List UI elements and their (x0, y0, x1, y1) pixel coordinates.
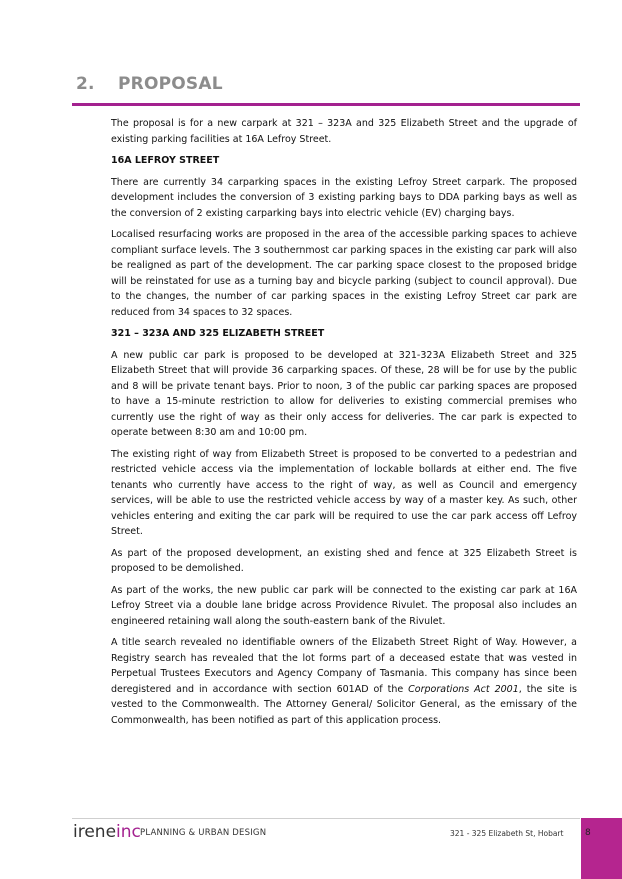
section-number: 2. (76, 74, 95, 94)
logo-accent: inc (116, 822, 141, 842)
subheading-elizabeth: 321 – 323A AND 325 ELIZABETH STREET (111, 328, 325, 339)
paragraph-elizabeth-3: As part of the proposed development, an existing shed and fence at 325 Elizabeth Street is proposed to be demolished. (111, 547, 577, 574)
subheading-lefroy: 16A LEFROY STREET (111, 155, 220, 166)
page-number: 8 (585, 828, 591, 838)
body-text (111, 116, 577, 734)
intro-paragraph: The proposal is for a new carpark at 321 – 323A and 325 Elizabeth Street and the upgrade of existing parking facilities at 16A Lefroy Street. (111, 118, 577, 145)
section-title: PROPOSAL (118, 74, 223, 94)
logo-main: irene (73, 822, 117, 842)
paragraph-elizabeth-1: A new public car park is proposed to be developed at 321-323A Elizabeth Street and 325 Elizabeth Street that will provide 36 carparking spaces. Of these, 28 will be for use by the public and 8 will be private tenant bays. Prior to noon, 3 of the public car parking spaces are proposed to have a 15-minute restriction to allow for deliveries to existing commercial premises who currently use the right of way as their only access for deliveries. The car park is expected to operate between 8:30 am and 10:00 pm. (111, 349, 577, 438)
paragraph-lefroy-1: There are currently 34 carparking spaces in the existing Lefroy Street carpark. The proposed development includes the conversion of 3 existing parking bays to DDA parking bays as well as the conversion of 2 existing carparking bays into electric vehicle (EV) charging bays. (111, 176, 577, 219)
paragraph-elizabeth-4: As part of the works, the new public car park will be connected to the existing car park at 16A Lefroy Street via a double lane bridge across Providence Rivulet. The proposal also includes an engineered retaining wall along the south-eastern bank of the Rivulet. (111, 584, 577, 627)
footer-tagline: PLANNING & URBAN DESIGN (140, 828, 267, 838)
act-reference: Corporations Act 2001 (408, 683, 519, 695)
company-logo (73, 822, 141, 842)
paragraph-lefroy-2: Localised resurfacing works are proposed in the area of the accessible parking spaces to achieve compliant surface levels. The 3 southernmost car parking spaces in the existing car park will also be realigned as part of the development. The car parking space closest to the proposed bridge will be reinstated for use as a turning bay and bicycle parking (subject to council approval). Due to the changes, the number of car parking spaces in the existing Lefroy Street car park are reduced from 34 spaces to 32 spaces. (111, 229, 577, 318)
title-search-text-a: A title search revealed no identifiable owners of the Elizabeth Street Right of Way. However, a Registry search has revealed that the lot forms part of a deceased estate that was vested in Perpetual Trustees Executors and Agency Company of Tasmania. This company has since been deregistered and in accordance with section 601AD of the (111, 637, 577, 695)
title-search-text-b: , the site is vested to the Commonwealth. The Attorney General/ Solicitor General, as the emissary of the Commonwealth, has been notified as part of this application process. (111, 683, 577, 726)
paragraph-title-search (111, 635, 577, 728)
footer-rule (72, 818, 580, 819)
heading-rule (72, 103, 580, 106)
paragraph-elizabeth-2: The existing right of way from Elizabeth Street is proposed to be converted to a pedestrian and restricted vehicle access via the implementation of lockable bollards at either end. The five tenants who currently have access to the right of way, as well as Council and emergency services, will be able to use the restricted vehicle access by way of a master key. As such, other vehicles entering and exiting the car park will be required to use the car park access off Lefroy Street. (111, 448, 577, 537)
footer-address: 321 - 325 Elizabeth St, Hobart (450, 829, 564, 838)
section-heading (76, 74, 223, 94)
